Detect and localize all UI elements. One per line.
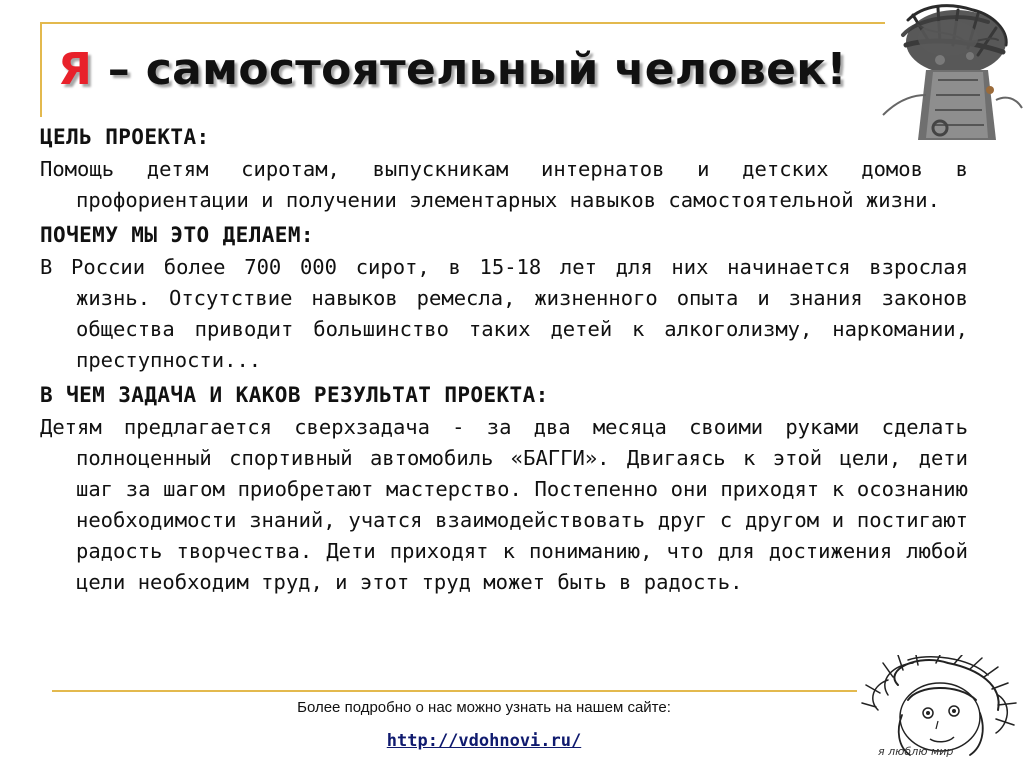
section-heading-task: В ЧЕМ ЗАДАЧА И КАКОВ РЕЗУЛЬТАТ ПРОЕКТА: — [40, 383, 549, 407]
drawing-caption: я люблю мир — [878, 745, 954, 758]
slide-body — [40, 120, 968, 600]
child-drawing-image — [858, 655, 1024, 768]
footer-note: Более подробно о нас можно узнать на нашем сайте: — [297, 699, 671, 716]
website-link[interactable]: http://vdohnovi.ru/ — [386, 731, 582, 751]
slide-title — [58, 38, 847, 102]
footer-link-wrapper — [0, 729, 968, 753]
title-frame-left-line — [40, 22, 42, 117]
section-heading-goal: ЦЕЛЬ ПРОЕКТА: — [40, 125, 210, 149]
title-accent-letter: Я — [58, 44, 93, 95]
title-frame-top-line — [40, 22, 885, 24]
section-text-why: В России более 700 000 сирот, в 15-18 лет для них начинается взрослая жизнь. Отсутствие навыков ремесла, жизненного опыта и знания законов общества приводит большинство таких детей к алкоголизму, наркомании, преступности... — [40, 255, 968, 372]
footer-divider — [52, 690, 857, 692]
title-text: – самостоятельный человек! — [92, 44, 847, 95]
junk-sculpture-image — [878, 0, 1024, 156]
section-text-task: Детям предлагается сверхзадача - за два месяца своими руками сделать полноценный спортивный автомобиль «БАГГИ». Двигаясь к этой цели, дети шаг за шагом приобретают мастерство. Постепенно они приходят к осознанию необходимости знаний, учатся взаимодействовать друг с другом и постигают радость творчества. Дети приходят к пониманию, что для достижения любой цели необходим труд, и этот труд может быть в радость. — [40, 415, 968, 594]
section-text-goal: Помощь детям сиротам, выпускникам интернатов и детских домов в профориентации и получении элементарных навыков самостоятельной жизни. — [40, 157, 968, 212]
section-heading-why: ПОЧЕМУ МЫ ЭТО ДЕЛАЕМ: — [40, 223, 314, 247]
